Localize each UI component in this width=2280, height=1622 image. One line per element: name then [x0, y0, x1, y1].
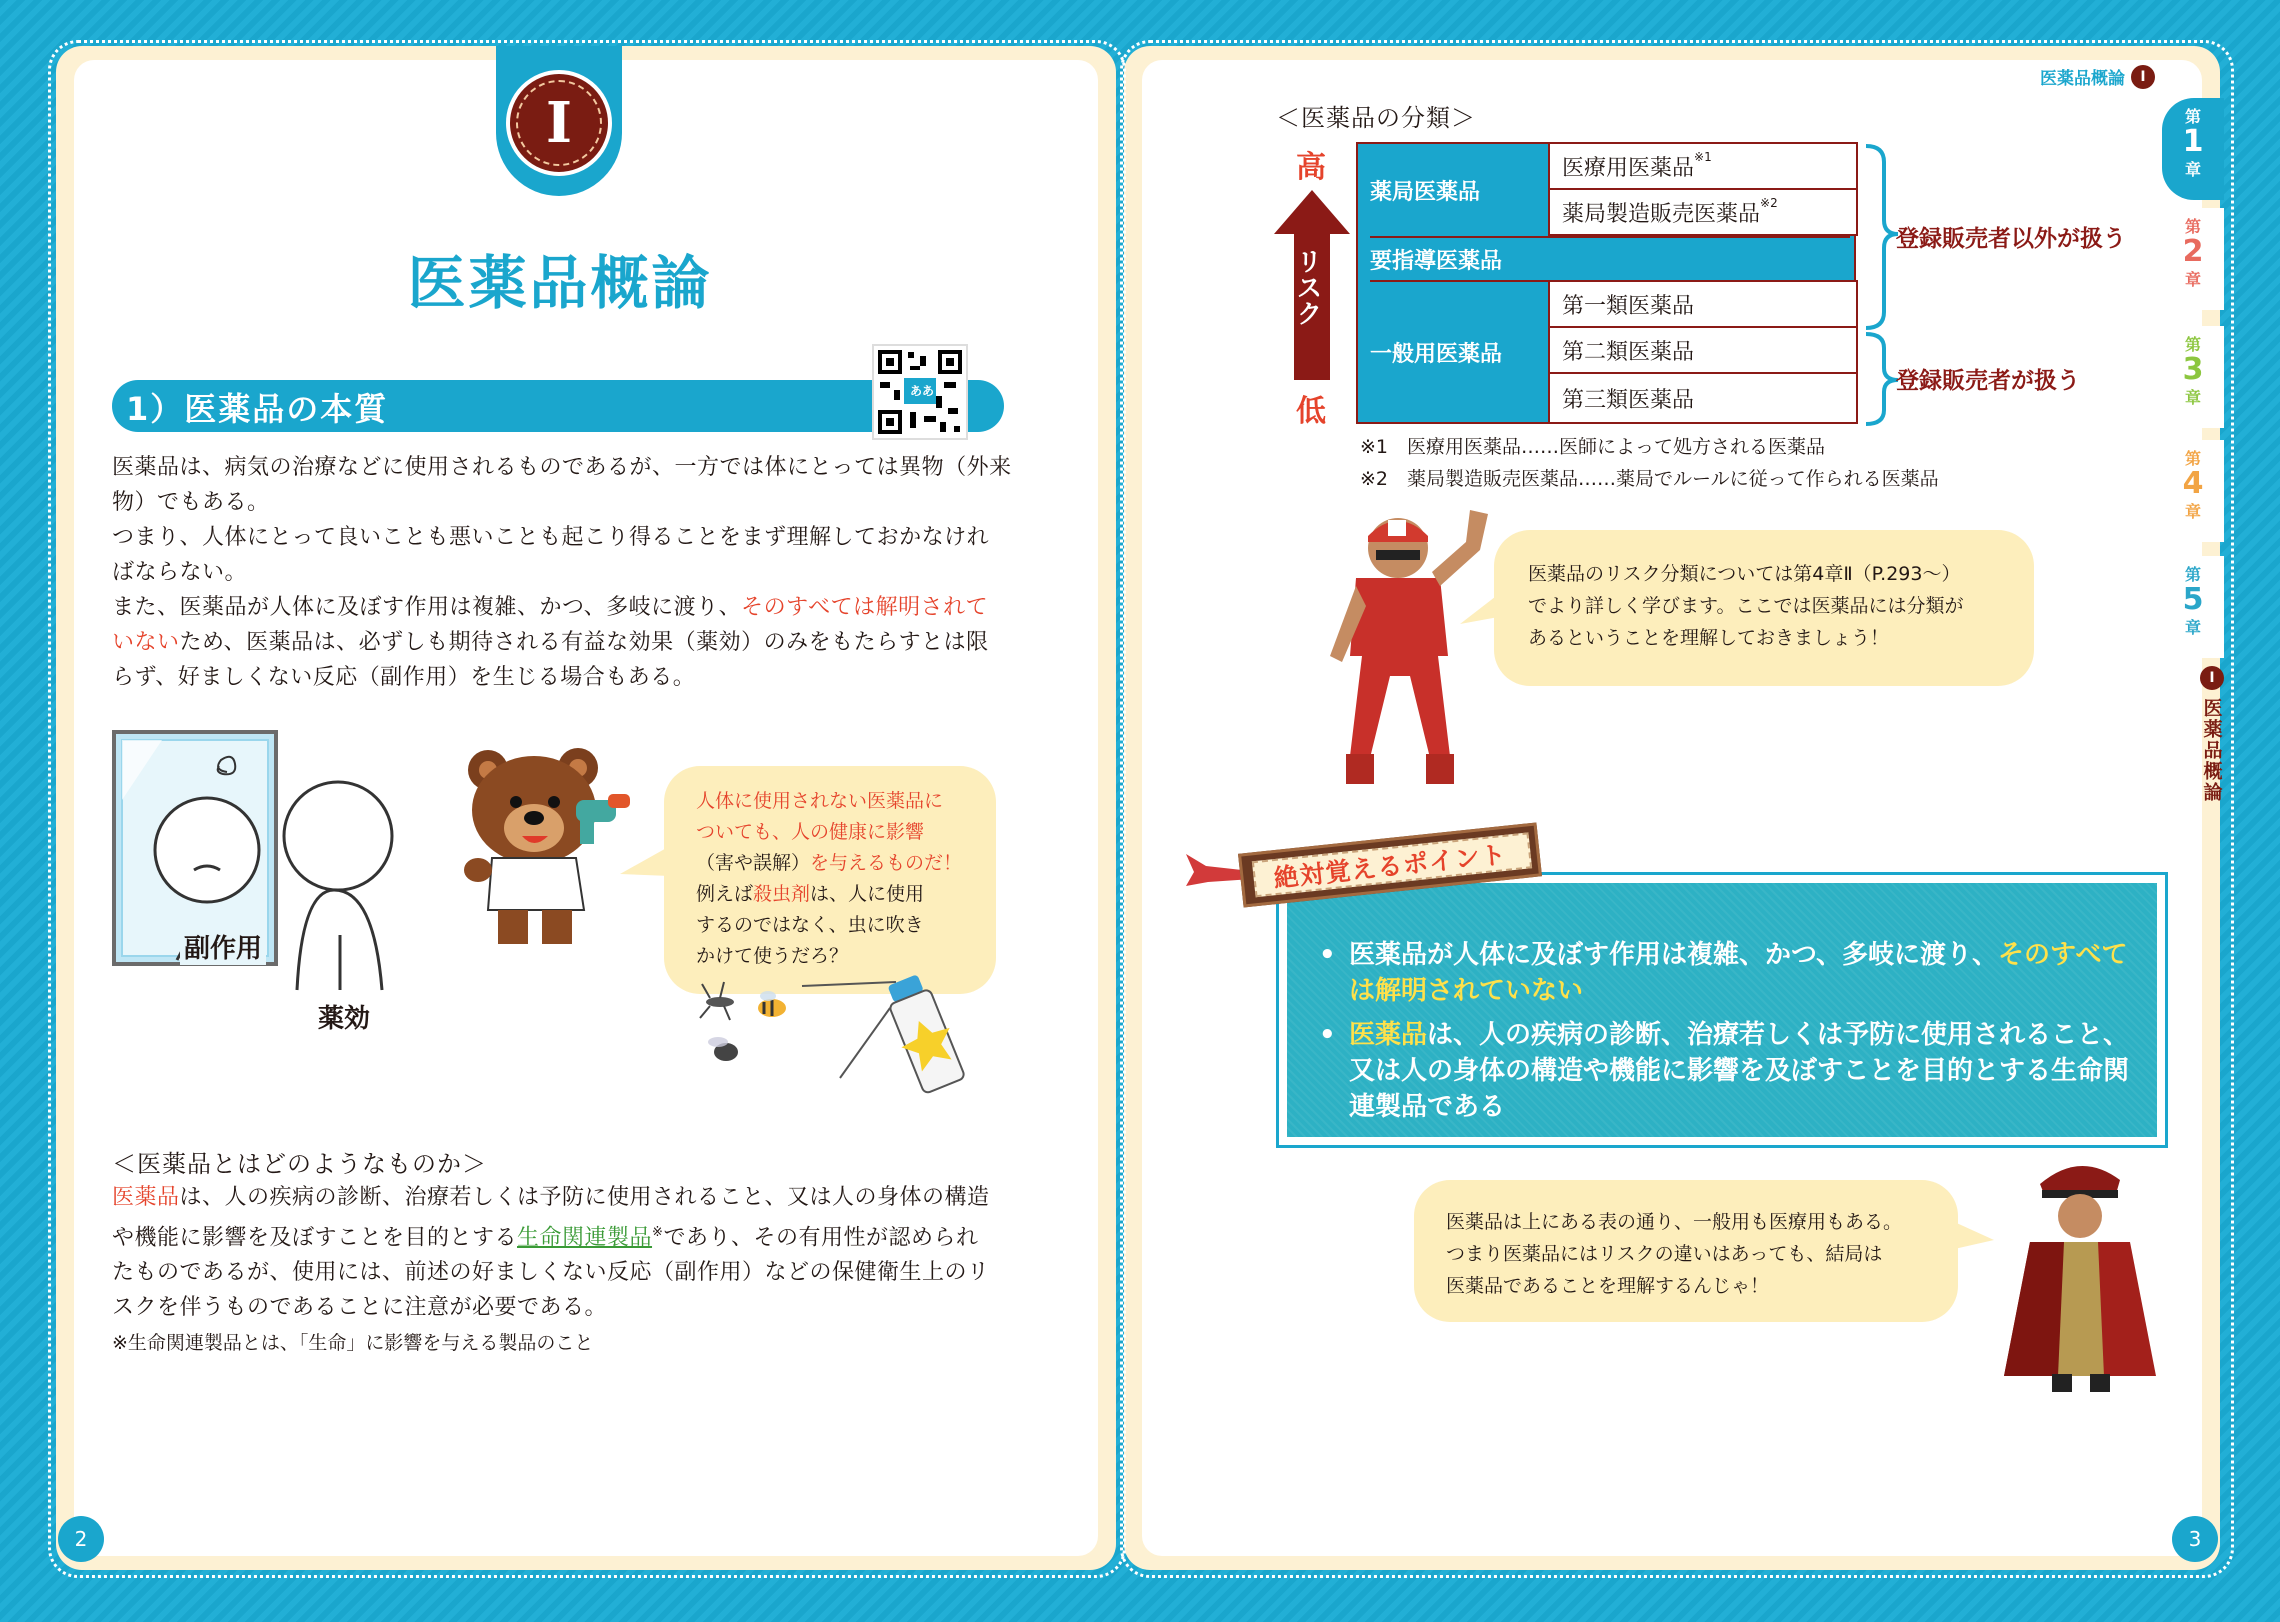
footnote-mark: ※	[652, 1225, 664, 1240]
bubble-line	[696, 848, 962, 879]
tab-number: 2	[2182, 234, 2204, 269]
bubble-line: 医薬品のリスク分類については第4章Ⅱ（P.293〜）	[1528, 563, 1961, 585]
bear-speech-bubble	[664, 766, 996, 994]
bubble-line: あるということを理解しておきましょう！	[1528, 627, 1890, 649]
tab-number: 3	[2182, 352, 2204, 387]
bubble-text: は、人に使用	[810, 883, 925, 905]
table-cell-pharmacy: 薬局医薬品	[1370, 144, 1550, 236]
table-note-1: ※1 医療用医薬品……医師によって処方される医薬品	[1360, 436, 1826, 458]
table-cell-class2: 第二類医薬品	[1548, 326, 1858, 374]
bubble-line	[696, 817, 962, 848]
point-highlight: そのすべて	[1997, 940, 2128, 970]
section1-body	[112, 450, 1012, 695]
tab-number: 1	[2182, 124, 2204, 159]
highlight-text: そのすべては解明されて	[741, 595, 989, 620]
body-line: ばならない。	[112, 560, 248, 585]
insecticide-illustration	[690, 968, 990, 1098]
body-line: つまり、人体にとって良いことも悪いことも起こり得ることをまず理解しておかなけれ	[112, 525, 990, 550]
running-header-badge: Ⅰ	[2131, 65, 2155, 89]
highlight-text: いない	[112, 630, 180, 655]
tab-text: 第	[2184, 107, 2201, 126]
risk-high-label: 高	[1296, 150, 1326, 185]
bubble-line: かけて使うだろ？	[696, 945, 849, 967]
tab-text: 第	[2184, 449, 2201, 468]
cell-text: 薬局製造販売医薬品	[1562, 201, 1761, 227]
fly-icon	[708, 1037, 738, 1061]
tab-text: 章	[2184, 160, 2201, 179]
running-header	[2040, 64, 2155, 89]
section2-heading: ＜医薬品とはどのようなものか＞	[112, 1150, 487, 1178]
wrestler-speech-bubble	[1494, 530, 2034, 686]
bubble-line: でより詳しく学びます。ここでは医薬品には分類が	[1528, 595, 1964, 617]
page-number-right	[2172, 1516, 2218, 1562]
page-number-text: 3	[2188, 1527, 2202, 1551]
bubble-tail	[620, 846, 670, 886]
chapter-badge	[506, 70, 612, 176]
tab-text: 第	[2184, 217, 2201, 236]
bubble-line: 医薬品は上にある表の通り、一般用も医療用もある。	[1446, 1211, 1903, 1233]
qr-code-label: ああ	[909, 384, 934, 398]
side-effect-label: 副作用	[180, 928, 266, 965]
body-line	[112, 1215, 1012, 1255]
table-cell-rx	[1548, 142, 1858, 190]
mosquito-icon	[700, 982, 734, 1020]
classification-heading: ＜医薬品の分類＞	[1276, 104, 1476, 132]
point-bullet-2: • 医薬品は、人の疾病の診断、治療若しくは予防に使用されること、 又は人の身体の構造や機能に影響を及ぼすことを目的とする生命関 連製品である	[1319, 1020, 2130, 1122]
point-text: 連製品である	[1349, 1092, 1506, 1122]
body-line: らず、好ましくない反応（副作用）を生じる場合もある。	[112, 665, 696, 690]
key-point-tag-text: 絶対覚えるポイント	[1272, 839, 1509, 894]
bubble-line: するのではなく、虫に吹き	[696, 914, 924, 936]
table-note-2: ※2 薬局製造販売医薬品……薬局でルールに従って作られる医薬品	[1360, 468, 1939, 490]
body-text: ため、医薬品は、必ずしも期待される有益な効果（薬効）のみをもたらすとは限	[179, 630, 989, 655]
tab-number: 4	[2182, 466, 2204, 501]
officer-character	[2000, 1150, 2160, 1396]
table-cell-pharmacy-made	[1548, 188, 1858, 236]
bubble-tail	[1950, 1220, 1994, 1260]
body-text: や機能に影響を及ぼすことを目的とする	[112, 1225, 518, 1251]
point-highlight: は解明されていない	[1349, 976, 1584, 1006]
key-point-box	[1276, 872, 2168, 1148]
bubble-line: つまり医薬品にはリスクの違いはあっても、結局は	[1446, 1243, 1883, 1265]
classification-table	[1356, 142, 1856, 424]
table-cell-class1: 第一類医薬品	[1548, 280, 1858, 328]
current-section-label: 医薬品概論	[2200, 698, 2223, 803]
brace-upper-label: 登録販売者以外が扱う	[1896, 226, 2126, 252]
body-line: たものであるが、使用には、前述の好ましくない反応（副作用）などの保健衛生上のリ	[112, 1260, 990, 1286]
body-text: また、医薬品が人体に及ぼす作用は複雑、かつ、多岐に渡り、	[112, 595, 742, 620]
point-text: 医薬品が人体に及ぼす作用は複雑、かつ、多岐に渡り、	[1349, 940, 1998, 970]
current-section-badge: Ⅰ	[2200, 666, 2224, 690]
page-number-text: 2	[74, 1527, 88, 1551]
tab-number: 5	[2182, 582, 2204, 617]
footnote-mark: ※2	[1760, 196, 1778, 210]
life-product-link: 生命関連製品	[517, 1225, 653, 1251]
point-text: は、人の疾病の診断、治療若しくは予防に使用されること、	[1427, 1020, 2130, 1050]
wrestler-character	[1320, 506, 1500, 796]
tab-text: 第	[2184, 565, 2201, 584]
bubble-text: （害や誤解）	[696, 852, 811, 874]
tab-text: 章	[2184, 270, 2201, 289]
table-cell-otc: 一般用医薬品	[1370, 282, 1550, 422]
bubble-text: 例えば	[696, 883, 754, 905]
body-text: は、人の疾病の診断、治療若しくは予防に使用されること、又は人の身体の構造	[179, 1185, 990, 1210]
page-title: 医薬品概論	[407, 249, 713, 317]
footnote-mark: ※1	[1694, 150, 1712, 164]
point-text: 又は人の身体の構造や機能に影響を及ぼすことを目的とする生命関	[1349, 1056, 2130, 1086]
bubble-line	[696, 879, 962, 910]
spray-can-icon	[878, 970, 969, 1095]
section2-note: ※生命関連製品とは、「生命」に影響を与える製品のこと	[112, 1332, 594, 1354]
bubble-line	[696, 786, 962, 817]
running-header-title: 医薬品概論	[2040, 69, 2125, 89]
bee-icon	[758, 991, 786, 1017]
point-bullet-1: • 医薬品が人体に及ぼす作用は複雑、かつ、多岐に渡り、そのすべて は解明されていない	[1319, 940, 2128, 1006]
bear-character	[458, 740, 638, 950]
bubble-text: 人体に使用されない医薬品に	[696, 790, 944, 812]
risk-label: リスク	[1292, 248, 1322, 326]
brace-lower-label: 登録販売者が扱う	[1896, 368, 2080, 394]
bubble-tail	[1460, 590, 1504, 630]
body-text: であり、その有用性が認められ	[663, 1225, 979, 1251]
body-line	[112, 590, 1012, 625]
bubble-text: 殺虫剤	[753, 883, 811, 905]
page-number-left	[58, 1516, 104, 1562]
body-line	[112, 625, 1012, 660]
table-cell-class3: 第三類医薬品	[1548, 372, 1858, 424]
mirror-illustration	[112, 730, 412, 1030]
tab-text: 章	[2184, 388, 2201, 407]
tab-text: 章	[2184, 502, 2201, 521]
chapter-badge-text: Ⅰ	[545, 90, 573, 156]
risk-low-label: 低	[1296, 394, 1326, 429]
section-heading-bar	[112, 380, 1004, 432]
tab-text: 章	[2184, 618, 2201, 637]
body-line	[112, 1180, 1012, 1215]
body-line: スクを伴うものであることに注意が必要である。	[112, 1295, 608, 1321]
body-line: 物）でもある。	[112, 490, 270, 515]
bubble-line: 医薬品であることを理解するんじゃ！	[1446, 1275, 1770, 1297]
tab-text: 第	[2184, 335, 2201, 354]
section2-body	[112, 1180, 1012, 1325]
highlight-text: 医薬品	[112, 1185, 180, 1210]
cell-text: 医療用医薬品	[1562, 155, 1695, 181]
body-line: 医薬品は、病気の治療などに使用されるものであるが、一方では体にとっては異物（外来	[112, 455, 1012, 480]
bubble-text: ついても、人の健康に影響	[696, 821, 925, 843]
table-cell-guidance: 要指導医薬品	[1370, 236, 1850, 282]
efficacy-label: 薬効	[318, 1004, 371, 1034]
officer-speech-bubble	[1414, 1180, 1958, 1322]
bubble-text: を与えるものだ！	[810, 852, 963, 874]
section-heading: 1）医薬品の本質	[126, 390, 389, 428]
qr-code[interactable]	[872, 344, 968, 440]
point-highlight: 医薬品	[1349, 1020, 1428, 1050]
